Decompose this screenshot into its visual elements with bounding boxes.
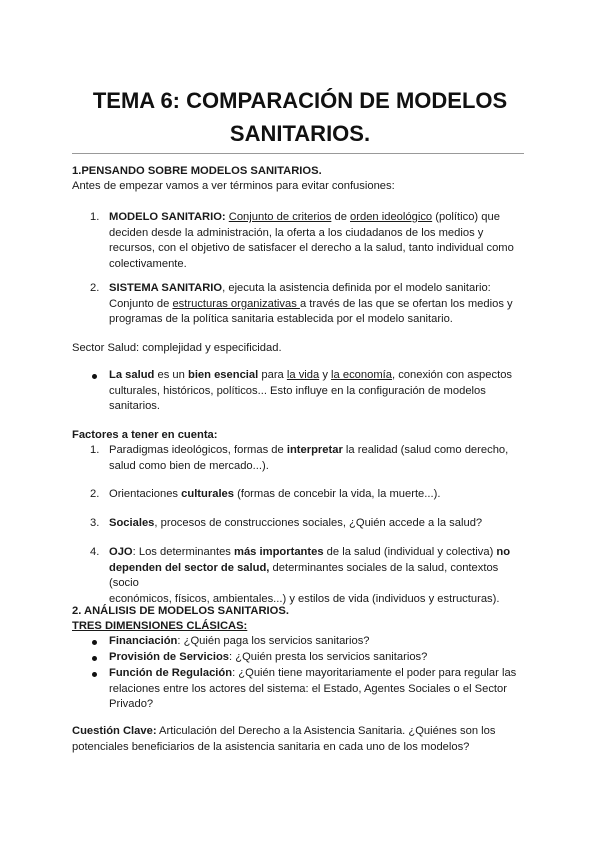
text-span: es un xyxy=(154,369,188,381)
list-number: 1. xyxy=(90,211,100,223)
text-span: para xyxy=(258,369,287,381)
bold-text: OJO xyxy=(109,546,133,558)
list-item-line: culturales, históricos, políticos... Esto influye en la configuración de modelos xyxy=(109,384,486,397)
section-2-subheading: TRES DIMENSIONES CLÁSICAS: xyxy=(72,620,248,632)
text-span: determinantes sociales de la salud, contextos (socio xyxy=(109,561,499,590)
text-span: y xyxy=(319,369,332,381)
factor-item-3 xyxy=(109,516,529,532)
underlined-text: estructuras organizativas xyxy=(172,297,300,310)
list-item-line xyxy=(109,487,529,503)
bold-text: Sociales xyxy=(109,517,155,529)
list-item-line xyxy=(109,545,529,561)
bold-text: interpretar xyxy=(286,444,343,456)
underlined-text: orden ideológico xyxy=(350,211,433,223)
list-item-line xyxy=(109,443,529,459)
text-span: de la salud (individual y colectiva) xyxy=(323,546,497,558)
text-span: : ¿Quién tiene mayoritariamente el poder para regular las xyxy=(232,667,517,679)
underlined-text: la vida xyxy=(286,369,320,381)
list-number: 2. xyxy=(90,282,100,294)
underlined-text: Conjunto de criterios xyxy=(228,211,332,223)
list-item-line: Privado? xyxy=(109,698,154,711)
section-1-intro: Antes de empezar vamos a ver términos para evitar confusiones: xyxy=(72,180,395,192)
term-label: MODELO SANITARIO: xyxy=(109,211,226,223)
list-item-line xyxy=(109,634,529,650)
sector-salud-text: Sector Salud: complejidad y especificidad. xyxy=(72,342,282,354)
bold-text: culturales xyxy=(181,488,234,500)
list-item-line xyxy=(109,650,529,666)
bullet-item-regulacion xyxy=(109,666,529,713)
list-item-line: programas de la política sanitaria establecida por el modelo sanitario. xyxy=(109,313,453,326)
bold-text: La salud xyxy=(109,369,155,381)
factor-item-4 xyxy=(109,545,529,607)
list-item-sistema-sanitario xyxy=(109,281,529,328)
bold-text: no xyxy=(496,546,511,558)
bullet-item-provision xyxy=(109,650,529,666)
text-span: (político) que xyxy=(432,211,500,223)
bold-text: Financiación xyxy=(109,635,178,647)
text-span: Orientaciones xyxy=(109,488,182,500)
list-number: 1. xyxy=(90,444,100,456)
bold-text: Provisión de Servicios xyxy=(109,651,230,663)
bullet-item-salud xyxy=(109,368,529,415)
list-item-line: sanitarios. xyxy=(109,400,160,413)
list-item-line xyxy=(109,561,529,592)
section-1-heading: 1.PENSANDO SOBRE MODELOS SANITARIOS. xyxy=(72,165,322,177)
text-span: la realidad (salud como derecho, xyxy=(342,444,509,456)
term-label: SISTEMA SANITARIO xyxy=(109,282,223,294)
key-question xyxy=(72,724,532,755)
bold-text: Función de Regulación xyxy=(109,667,233,679)
list-item-line: colectivamente. xyxy=(109,257,187,270)
text-span: , procesos de construcciones sociales, ¿Quién accede a la salud? xyxy=(154,517,483,529)
list-item-line xyxy=(109,297,529,313)
bold-text: dependen del sector de salud, xyxy=(109,561,270,574)
factors-heading: Factores a tener en cuenta: xyxy=(72,429,218,441)
bold-text: más importantes xyxy=(234,546,324,558)
factor-item-2 xyxy=(109,487,529,503)
list-number: 4. xyxy=(90,546,100,558)
list-item-line xyxy=(109,210,529,226)
bullet-dot xyxy=(92,374,97,379)
text-span: , ejecuta la asistencia definida por el modelo sanitario: xyxy=(222,282,491,294)
text-span: de xyxy=(331,211,351,223)
text-span: a través de las que se ofertan los medios y xyxy=(299,297,513,310)
text-span: (formas de concebir la vida, la muerte...). xyxy=(234,488,441,500)
list-item-line: deciden desde la administración, la oferta a los ciudadanos de los medios y xyxy=(109,226,484,239)
list-item-line xyxy=(109,281,529,297)
horizontal-divider xyxy=(72,153,524,154)
bullet-item-financiacion xyxy=(109,634,529,650)
bold-text: Cuestión Clave: xyxy=(72,725,157,737)
list-item-line: relaciones entre los actores del sistema: el Estado, Agentes Sociales o el Sector xyxy=(109,682,507,695)
list-item-line xyxy=(109,666,529,682)
page-title xyxy=(70,84,530,150)
text-span: , conexión con aspectos xyxy=(391,369,513,381)
text-span: : Los determinantes xyxy=(132,546,235,558)
text-span: Conjunto de xyxy=(109,297,173,310)
title-line-1: TEMA 6: COMPARACIÓN DE MODELOS xyxy=(92,88,508,113)
list-item-line: salud como bien de mercado...). xyxy=(109,459,269,472)
text-span: : ¿Quién presta los servicios sanitarios? xyxy=(229,651,428,663)
text-span: Paradigmas ideológicos, formas de xyxy=(109,444,287,456)
title-line-2: SANITARIOS. xyxy=(229,121,371,146)
underlined-text: la economía xyxy=(331,369,392,381)
key-question-line xyxy=(72,724,532,740)
text-span: : ¿Quién paga los servicios sanitarios? xyxy=(177,635,370,647)
list-number: 3. xyxy=(90,517,100,529)
bullet-dot xyxy=(92,672,97,677)
text-span: Articulación del Derecho a la Asistencia Sanitaria. ¿Quiénes son los xyxy=(156,725,496,737)
list-item-modelo-sanitario xyxy=(109,210,529,272)
list-item-line: recursos, con el objetivo de satisfacer el derecho a la salud, tanto individual como xyxy=(109,242,514,255)
bullet-dot xyxy=(92,656,97,661)
bullet-dot xyxy=(92,640,97,645)
list-number: 2. xyxy=(90,488,100,500)
factor-item-1 xyxy=(109,443,529,474)
list-item-line xyxy=(109,368,529,384)
bold-text: bien esencial xyxy=(187,369,259,381)
key-question-line: potenciales beneficiarios de la asistencia sanitaria en cada uno de los modelos? xyxy=(72,740,470,753)
section-2-heading: 2. ANÁLISIS DE MODELOS SANITARIOS. xyxy=(72,605,289,617)
list-item-line xyxy=(109,516,529,532)
list-item-line: económicos, físicos, ambientales...) y estilos de vida (individuos y estructuras). xyxy=(109,592,500,605)
